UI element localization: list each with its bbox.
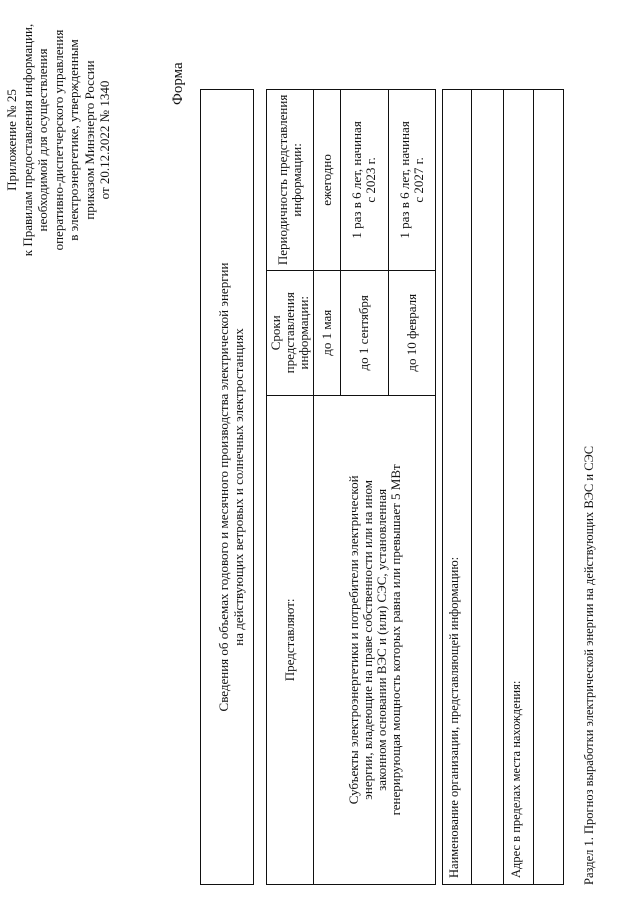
appendix-line: к Правилам предоставления информации,: [19, 23, 35, 257]
appendix-block: [4, 15, 113, 265]
form-label: Форма: [170, 62, 186, 105]
deadline-cell: до 1 мая: [314, 270, 341, 395]
deadline-cell: до 10 февраля: [388, 270, 435, 395]
submitters-cell: Субъекты электроэнергетики и потребители электрической энергии, владеющие на праве собственности или на ином законном основании ВЭС и (или) СЭС, установленная генерирующая мощность которых равна или превышает 5 МВт: [314, 395, 436, 884]
appendix-line: Приложение № 25: [4, 89, 19, 191]
organization-info-box: [442, 89, 564, 885]
organization-name-field: [471, 90, 472, 884]
appendix-line: от 20.12.2022 № 1340: [97, 80, 112, 200]
frequency-cell: 1 раз в 6 лет, начиная с 2023 г.: [341, 90, 388, 271]
divider: [503, 90, 504, 884]
header-frequency: Периодичность представления информации:: [267, 90, 314, 271]
submission-terms-table: [266, 89, 436, 885]
header-deadlines: Сроки представления информации:: [267, 270, 314, 395]
deadline-cell: до 1 сентября: [341, 270, 388, 395]
appendix-line: необходимой для осуществления: [35, 48, 50, 232]
section-title: Раздел 1. Прогноз выработки электрической энергии на действующих ВЭС и СЭС: [582, 445, 596, 885]
header-submitters: Представляют:: [267, 395, 314, 884]
appendix-line: оперативно-диспетчерского управления: [50, 29, 66, 251]
title-line-2: на действующих ветровых и солнечных электростанциях: [231, 328, 246, 646]
address-label: Адрес в пределах места нахождения:: [509, 680, 523, 878]
title-line-1: Сведения об объемах годового и месячного производства электрической энергии: [216, 262, 231, 712]
document-title: [200, 89, 254, 885]
frequency-cell: ежегодно: [314, 90, 341, 271]
appendix-line: в электроэнергетике, утвержденным: [66, 39, 81, 241]
frequency-cell: 1 раз в 6 лет, начиная с 2027 г.: [388, 90, 435, 271]
appendix-line: приказом Минэнерго России: [81, 60, 97, 220]
organization-name-label: Наименование организации, представляющей информацию:: [447, 556, 461, 878]
address-field: [533, 90, 534, 884]
